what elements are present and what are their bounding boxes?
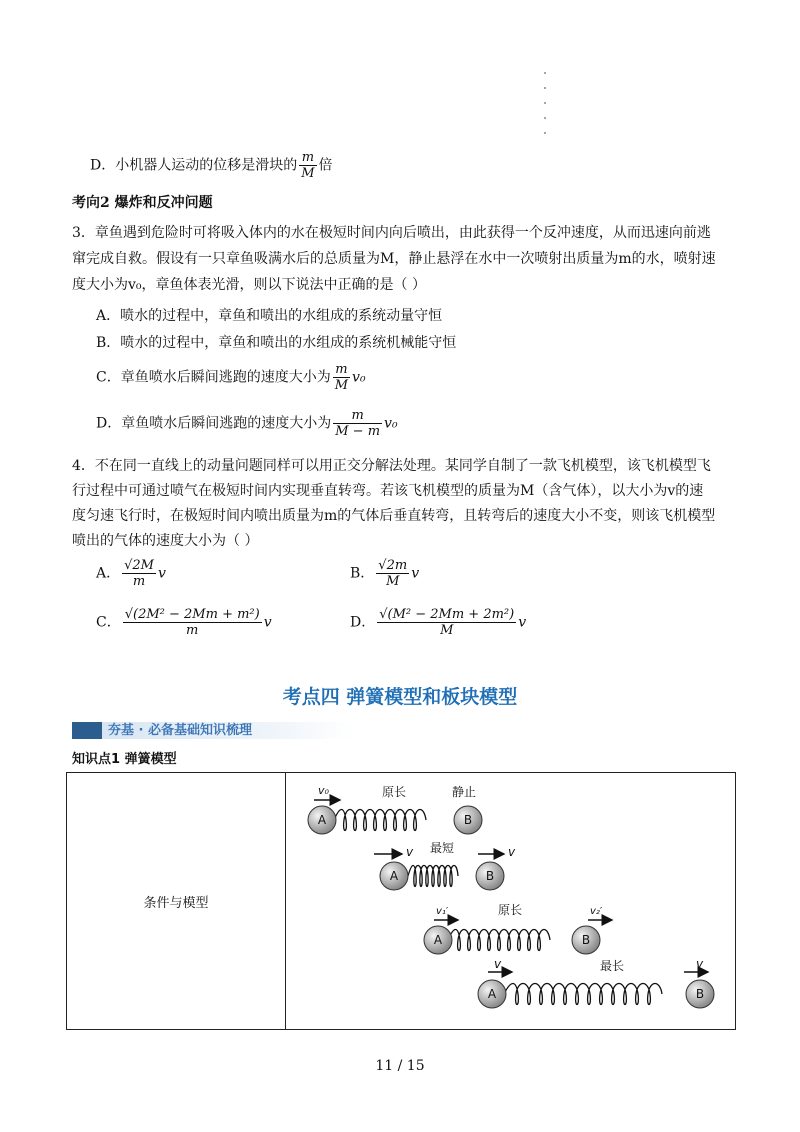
q3-option-d: D．章鱼喷水后瞬间逃跑的速度大小为 $\frac{m}{M - m}$ v₀ (96, 408, 398, 439)
q3-option-a: A．喷水的过程中，章鱼和喷出的水组成的系统动量守恒 (96, 308, 443, 324)
svg-text:B: B (581, 933, 591, 947)
state-label: 原长 (382, 785, 407, 799)
svg-text:A: A (389, 869, 399, 883)
velocity-label: v₂′ (590, 906, 603, 917)
q3-option-b: B．喷水的过程中，章鱼和喷出的水组成的系统机械能守恒 (96, 335, 457, 351)
condition-cell: 条件与模型 (67, 773, 286, 1030)
option-d-prev: D．小机器人运动的位移是滑块的 $\frac{m}{M}$ 倍 (90, 150, 333, 181)
q3-line1: 3．章鱼遇到危险时可将吸入体内的水在极短时间内向后喷出，由此获得一个反冲速度，从而迅速向前逃 (72, 225, 711, 241)
fraction: $\frac{m}{M}$ (334, 362, 349, 393)
fraction: $\frac{\text{√(2M² − 2Mm + m²)}}{m}$ (124, 607, 260, 638)
svg-text:B: B (695, 987, 705, 1001)
q4-line3: 度匀速飞行时，在极短时间内喷出质量为m的气体后垂直转弯，且转弯后的速度大小不变，则该飞机模型 (72, 508, 716, 524)
section-title: 考点四 弹簧模型和板块模型 (282, 686, 518, 708)
state-label: 最短 (430, 841, 455, 855)
page-number: 11 / 15 (375, 1058, 425, 1074)
state-label: 最长 (600, 959, 625, 973)
q4-line4: 喷出的气体的速度大小为（ ） (72, 533, 259, 549)
svg-text:B: B (485, 869, 495, 883)
velocity-label: v₀ (318, 784, 329, 797)
spring (334, 810, 426, 831)
q4-option-d: D． $\frac{\text{√(M² − 2Mm + 2m²)}}{M}$ v (350, 607, 527, 638)
fraction: $\frac{√2M}{m}$ (124, 558, 154, 589)
state-label: 静止 (452, 785, 477, 799)
svg-text:B: B (463, 813, 473, 827)
fraction: $\frac{m}{M}$ (301, 150, 315, 181)
q3-option-c: C．章鱼喷水后瞬间逃跑的速度大小为 $\frac{m}{M}$ v₀ (96, 362, 366, 393)
velocity-label: v (508, 845, 516, 859)
q4-option-a: A． $\frac{√2M}{m}$ v (96, 558, 166, 589)
q4-line1: 4．不在同一直线上的动量问题同样可以用正交分解法处理。某同学自制了一款飞机模型，该飞机模型飞 (72, 458, 711, 474)
svg-text:A: A (487, 987, 497, 1001)
velocity-label: v (406, 845, 414, 859)
fraction: $\frac{\text{√(M² − 2Mm + 2m²)}}{M}$ (379, 607, 515, 638)
velocity-label: v₁′ (436, 906, 449, 917)
banner: 夯基 · 必备基础知识梳理 (72, 722, 354, 739)
q3-line2: 窜完成自救。假设有一只章鱼吸满水后的总质量为M，静止悬浮在水中一次喷射出质量为m的水，喷射速 (72, 251, 716, 267)
spring (448, 930, 550, 951)
fraction: $\frac{√2m}{M}$ (378, 558, 408, 589)
q4-option-b: B． $\frac{√2m}{M}$ v (350, 558, 420, 589)
fraction: $\frac{m}{M - m}$ (335, 408, 381, 439)
spring (408, 866, 458, 887)
margin-dots (544, 72, 546, 147)
svg-text:A: A (433, 933, 443, 947)
q4-option-c: C． $\frac{\text{√(2M² − 2Mm + m²)}}{m}$ v (96, 607, 272, 638)
svg-text:A: A (317, 813, 327, 827)
subheading-2: 考向2 爆炸和反冲问题 (72, 195, 213, 211)
velocity-label: v (494, 957, 502, 971)
q4-line2: 行过程中可通过喷气在极短时间内实现垂直转弯。若该飞机模型的质量为M（含气体），以大小为v的速 (72, 483, 704, 499)
knowledge-point-title: 知识点1 弹簧模型 (72, 752, 177, 767)
spring-model-figure (282, 774, 734, 1028)
velocity-label: v (696, 957, 704, 971)
spring (504, 984, 662, 1005)
q3-line3: 度大小为v₀，章鱼体表光滑，则以下说法中正确的是（ ） (72, 277, 426, 293)
state-label: 原长 (498, 903, 523, 917)
